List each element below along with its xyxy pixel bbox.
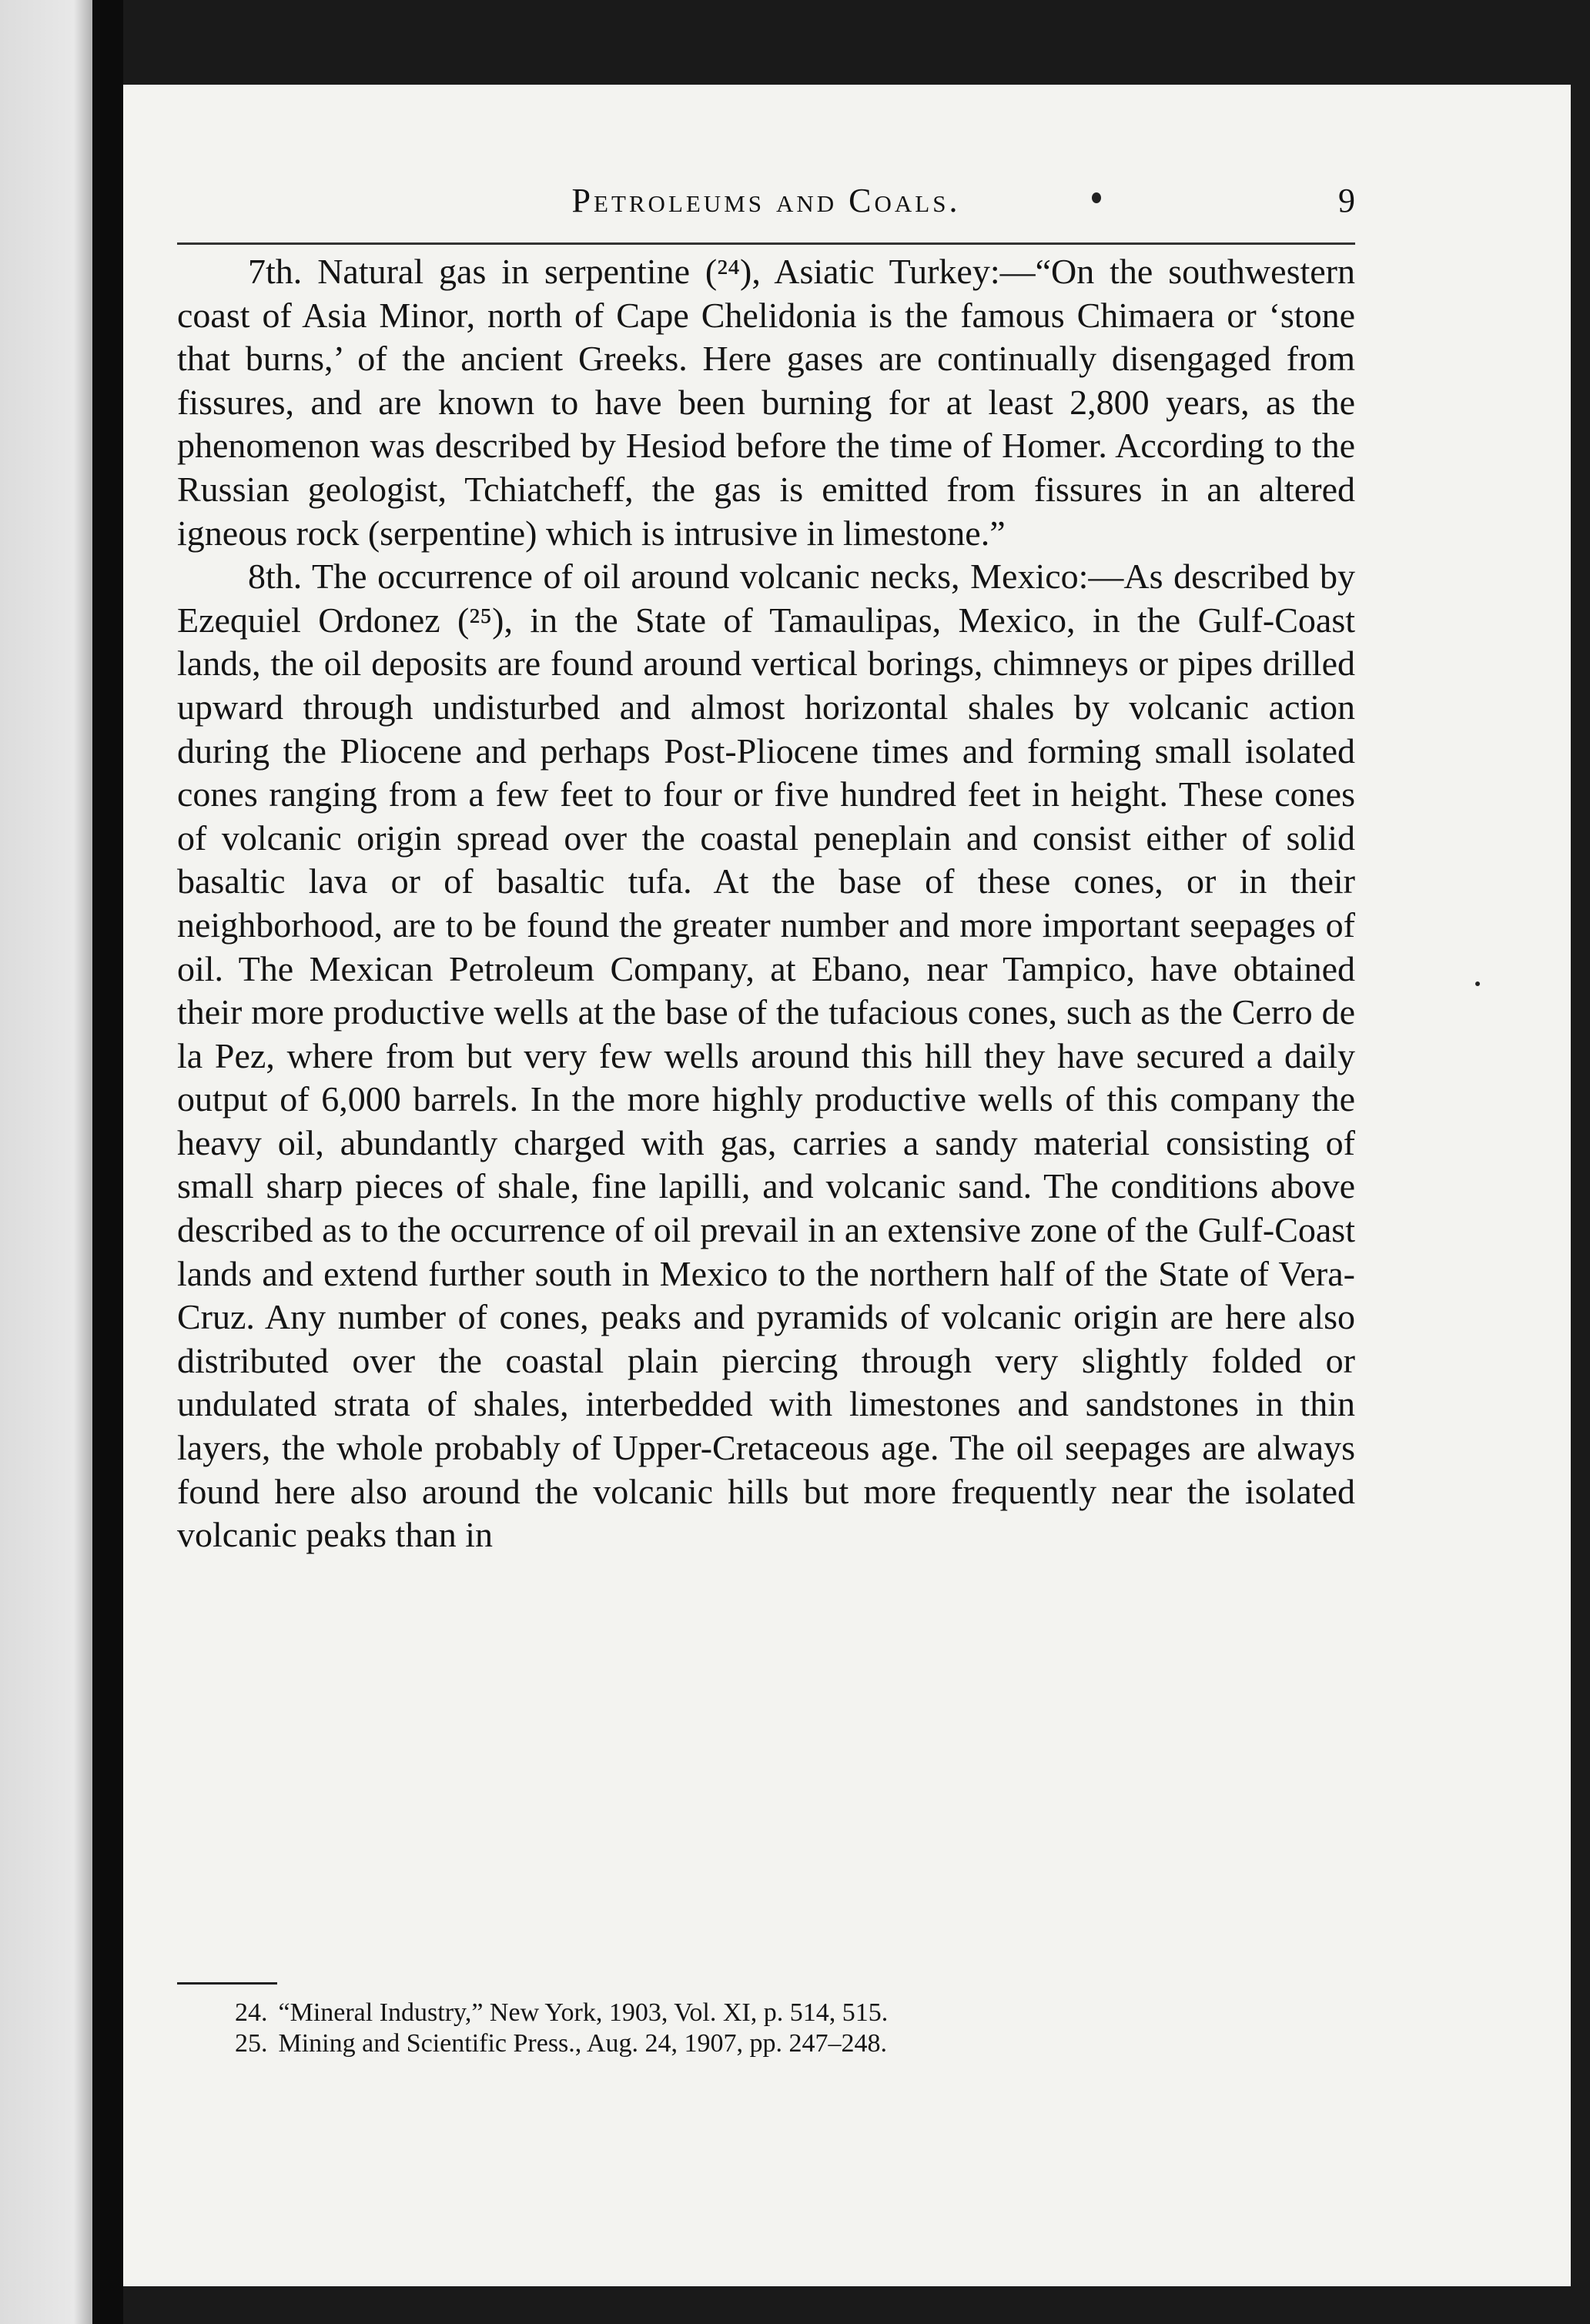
footnote-text: Mining and Scientific Press., Aug. 24, 1907, pp. 247–248.: [278, 2029, 887, 2058]
ink-speck: [1475, 981, 1480, 986]
footnote-number: 25.: [235, 2029, 268, 2058]
body-text: [177, 250, 1355, 1557]
footnote-text: “Mineral Industry,” New York, 1903, Vol. XI, p. 514, 515.: [278, 1998, 889, 2027]
paragraph-7th: 7th. Natural gas in serpentine (²⁴), Asiatic Turkey:—“On the southwestern coast of Asia Minor, north of Cape Chelidonia is the famous Chimaera or ‘stone that burns,’ of the ancient Greeks. Here gases are continually disengaged from fissures, and are known to have been burning for at least 2,800 years, as the phenomenon was described by Hesiod before the time of Homer. According to the Russian geologist, Tchiatcheff, the gas is emitted from fissures in an altered igneous rock (serpentine) which is intrusive in limestone.”: [177, 252, 1355, 553]
page-header: [177, 181, 1355, 242]
running-title: Petroleums and Coals.: [571, 182, 961, 219]
footnote-rule: [177, 1982, 277, 1985]
paragraph-8th: 8th. The occurrence of oil around volcanic necks, Mexico:—As described by Ezequiel Ordonez (²⁵), in the State of Tamaulipas, Mexico, in the Gulf-Coast lands, the oil deposits are found around vertical borings, chimneys or pipes drilled upward through undisturbed and almost horizontal shales by volcanic action during the Pliocene and perhaps Post-Pliocene times and forming small isolated cones ranging from a few feet to four or five hundred feet in height. These cones of volcanic origin spread over the coastal peneplain and consist either of solid basaltic lava or of basaltic tufa. At the base of these cones, or in their neighborhood, are to be found the greater number and more important seepages of oil. The Mexican Petroleum Company, at Ebano, near Tampico, have obtained their more productive wells at the base of the tufacious cones, such as the Cerro de la Pez, where from but very few wells around this hill they have secured a daily output of 6,000 barrels. In the more highly productive wells of this company the heavy oil, abundantly charged with gas, carries a sandy material consisting of small sharp pieces of shale, fine lapilli, and volcanic sand. The conditions above described as to the occurrence of oil prevail in an extensive zone of the Gulf-Coast lands and extend further south in Mexico to the northern half of the State of Vera-Cruz. Any number of cones, peaks and pyramids of volcanic origin are here also distributed over the coastal plain piercing through very slightly folded or undulated strata of shales, interbedded with limestones and sandstones in thin layers, the whole probably of Upper-Cretaceous age. The oil seepages are always found here also around the volcanic hills but more frequently near the isolated volcanic peaks than in: [177, 557, 1355, 1555]
binding-gutter: [92, 0, 123, 2324]
footnote-24: [235, 1998, 1236, 2028]
facing-page-edge: [0, 0, 92, 2324]
footnote-number: 24.: [235, 1998, 268, 2027]
header-rule: [177, 242, 1355, 245]
footnote-25: [235, 2028, 1236, 2059]
page-number: 9: [1338, 182, 1355, 219]
footnotes: [235, 1998, 1236, 2059]
